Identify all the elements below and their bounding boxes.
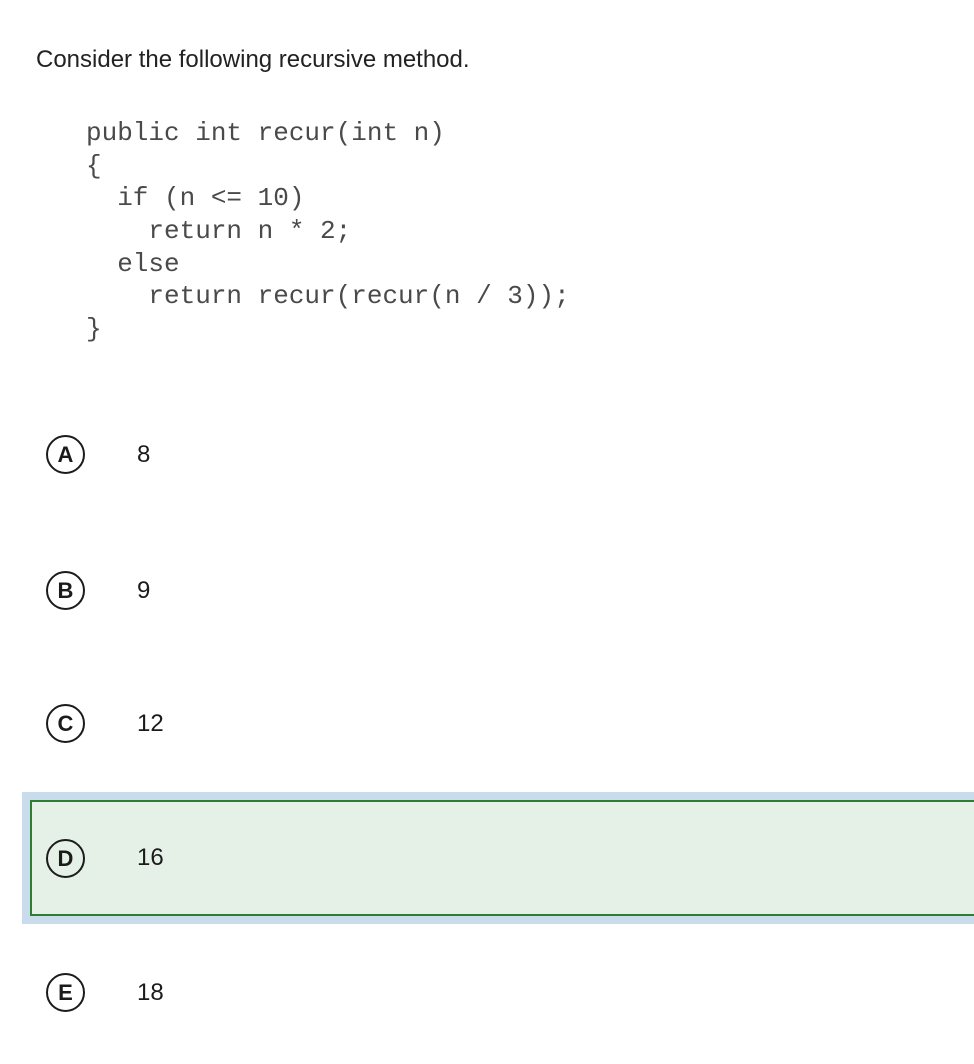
option-letter-d: D <box>46 839 85 878</box>
option-letter-b: B <box>46 571 85 610</box>
selected-highlight <box>30 800 974 916</box>
code-line: public int recur(int n) <box>86 118 445 148</box>
answer-option-d[interactable] <box>22 792 974 924</box>
code-line: return recur(recur(n / 3)); <box>86 281 570 312</box>
option-value-c: 12 <box>137 710 164 737</box>
answer-option-e[interactable] <box>0 957 974 1029</box>
answer-option-c[interactable] <box>0 688 974 760</box>
question-prompt: Consider the following recursive method. <box>36 46 470 73</box>
code-line: { <box>86 150 102 181</box>
option-letter-e: E <box>46 973 85 1012</box>
code-block <box>86 117 570 346</box>
code-line: return n * 2; <box>86 216 352 247</box>
answer-option-a[interactable] <box>0 419 974 491</box>
option-value-e: 18 <box>137 979 164 1006</box>
code-line: if (n <= 10) <box>86 183 305 214</box>
code-line: else <box>86 248 180 279</box>
code-line: } <box>86 314 102 345</box>
option-letter-c: C <box>46 704 85 743</box>
option-value-b: 9 <box>137 577 151 604</box>
option-letter-a: A <box>46 435 85 474</box>
option-value-d: 16 <box>137 844 164 871</box>
option-value-a: 8 <box>137 441 151 468</box>
answer-option-b[interactable] <box>0 555 974 627</box>
